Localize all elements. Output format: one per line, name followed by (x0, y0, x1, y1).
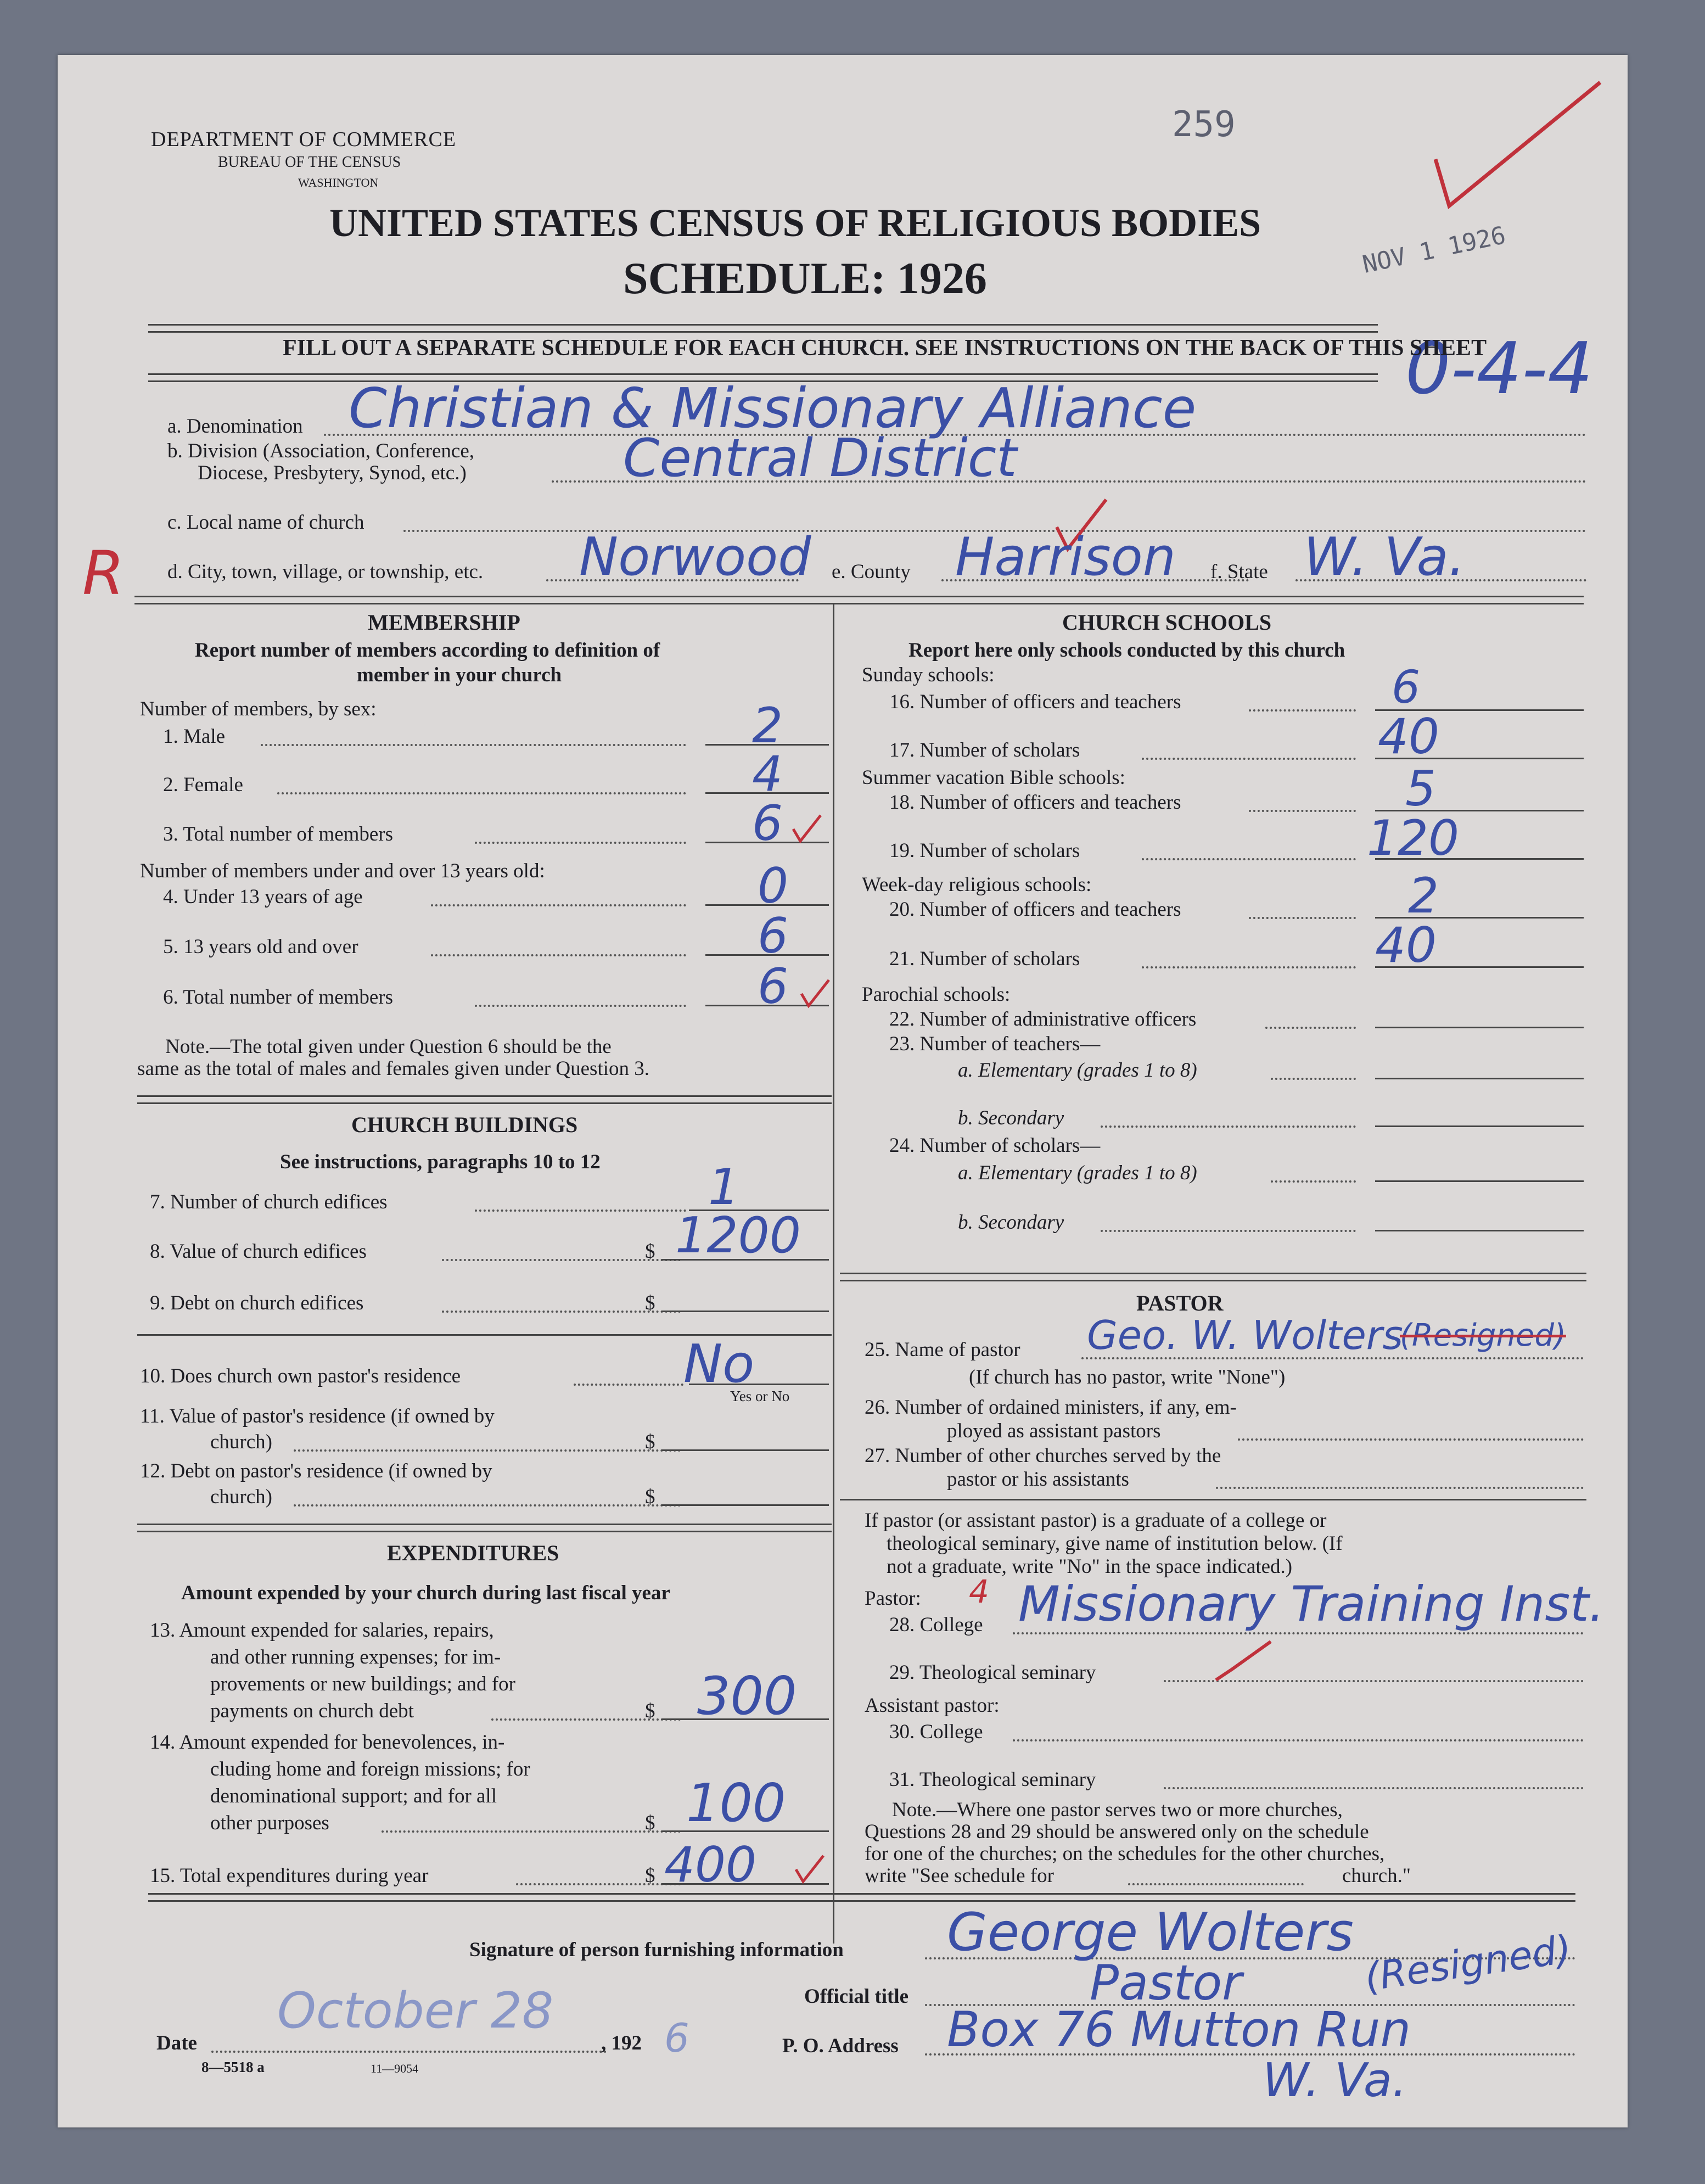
q14-label-3: denominational support; and for all (210, 1785, 497, 1807)
q2-female-value[interactable]: 4 (752, 746, 783, 802)
membership-sub-1: Report number of members according to definition of (195, 639, 660, 662)
q27-label-1: 27. Number of other churches served by the (865, 1444, 1221, 1467)
local-name-label: c. Local name of church (167, 511, 364, 534)
date-value[interactable]: October 28 (277, 1982, 554, 2040)
county-label: e. County (832, 561, 911, 583)
po-address-label: P. O. Address (782, 2035, 899, 2057)
q14-label-4: other purposes (210, 1812, 329, 1834)
q18-line (1249, 810, 1356, 812)
q15-label: 15. Total expenditures during year (150, 1864, 429, 1887)
q12-answer-line (661, 1504, 829, 1506)
q15-dollar: $ (645, 1864, 655, 1887)
division-label-2: Diocese, Presbytery, Synod, etc.) (198, 462, 467, 484)
q5-line (431, 954, 686, 956)
q6-line (475, 1005, 686, 1007)
q13-value[interactable]: 300 (697, 1666, 797, 1727)
pastor-note-3: for one of the churches; on the schedules for the other churches, (865, 1843, 1385, 1865)
q23a-answer-line (1375, 1078, 1584, 1079)
section-rule (134, 596, 1584, 604)
pastor-note-2: Questions 28 and 29 should be answered only on the schedule (865, 1821, 1369, 1843)
pastor-note-5: church." (1342, 1864, 1411, 1887)
file-number-stamp: 259 (1172, 104, 1236, 145)
q11-dollar: $ (645, 1431, 655, 1453)
code-stamp: 0-4-4 (1405, 327, 1593, 410)
city-value[interactable]: Norwood (579, 527, 811, 587)
q21-line (1142, 966, 1356, 968)
signature-value[interactable]: George Wolters (947, 1902, 1354, 1963)
q12-line (294, 1504, 681, 1507)
q13-label-2: and other running expenses; for im- (210, 1646, 501, 1668)
date-label: Date (156, 2032, 197, 2054)
division-value[interactable]: Central District (623, 428, 1017, 489)
census-schedule-sheet (58, 55, 1628, 2127)
po-address-value-2[interactable]: W. Va. (1263, 2053, 1407, 2108)
official-title-label: Official title (804, 1985, 909, 2008)
q30-line (1013, 1739, 1584, 1741)
by-age-label: Number of members under and over 13 years old: (140, 860, 545, 882)
parochial-schools-label: Parochial schools: (862, 983, 1011, 1006)
q19-label: 19. Number of scholars (889, 839, 1080, 862)
summer-schools-label: Summer vacation Bible schools: (862, 766, 1125, 789)
q28-value[interactable]: Missionary Training Inst. (1018, 1576, 1605, 1632)
official-title-value[interactable]: Pastor (1090, 1955, 1242, 2011)
schools-rule (840, 1273, 1586, 1281)
q28-line (1013, 1632, 1584, 1634)
q3-total-value[interactable]: 6 (752, 795, 783, 852)
q1-line (261, 744, 686, 746)
q18-label: 18. Number of officers and teachers (889, 791, 1181, 814)
check-mark-icon (799, 977, 832, 1010)
bureau-label: BUREAU OF THE CENSUS (218, 154, 401, 171)
q24a-answer-line (1375, 1180, 1584, 1182)
q22-answer-line (1375, 1027, 1584, 1028)
q9-answer-line (661, 1311, 829, 1312)
year-prefix: , 192 (601, 2032, 642, 2054)
q8-value[interactable]: 1200 (675, 1207, 801, 1264)
pastor-label: Pastor: (865, 1587, 921, 1610)
pastor-note-4: write "See schedule for (865, 1864, 1054, 1887)
yes-or-no-hint: Yes or No (730, 1388, 790, 1404)
q23b-line (1101, 1125, 1356, 1128)
q4-under-13-value[interactable]: 0 (758, 858, 788, 914)
q10-line (574, 1384, 683, 1386)
membership-heading: MEMBERSHIP (368, 610, 520, 635)
received-date-stamp: NOV 1 1926 (1360, 221, 1508, 279)
q26-label-2: ployed as assistant pastors (947, 1420, 1161, 1442)
q7-value[interactable]: 1 (708, 1158, 740, 1216)
q25-resigned-note: (Resigned) (1400, 1318, 1566, 1353)
q7-line (475, 1209, 686, 1212)
q4-line (431, 904, 686, 906)
q12-label-1: 12. Debt on pastor's residence (if owned by (140, 1460, 492, 1482)
sunday-schools-label: Sunday schools: (862, 664, 995, 686)
q13-label-3: provements or new buildings; and for (210, 1673, 515, 1695)
q29-label: 29. Theological seminary (889, 1661, 1096, 1684)
q22-line (1265, 1027, 1356, 1029)
pastor-note-line (1128, 1883, 1304, 1885)
state-value[interactable]: W. Va. (1304, 527, 1465, 587)
expenditures-heading: EXPENDITURES (387, 1541, 559, 1565)
q8-dollar: $ (645, 1240, 655, 1263)
q16-value[interactable]: 6 (1392, 662, 1421, 714)
q25-hint: (If church has no pastor, write "None") (969, 1366, 1286, 1388)
q27-line (1216, 1487, 1584, 1489)
division-label-1: b. Division (Association, Conference, (167, 440, 474, 462)
q9-label: 9. Debt on church edifices (150, 1292, 364, 1314)
q4-under-13-label: 4. Under 13 years of age (163, 886, 363, 908)
q15-line (516, 1883, 681, 1885)
q24b-label: b. Secondary (958, 1211, 1064, 1234)
q12-label-2: church) (210, 1486, 272, 1508)
check-mark-icon (793, 1853, 826, 1886)
denomination-value[interactable]: Christian & Missionary Alliance (349, 376, 1197, 440)
q11-line (294, 1449, 681, 1452)
q15-value[interactable]: 400 (664, 1836, 756, 1893)
assistant-pastor-label: Assistant pastor: (865, 1694, 1000, 1717)
column-divider (833, 604, 834, 1944)
graduate-instruction-2: theological seminary, give name of institution below. (If (887, 1532, 1343, 1555)
q23-label: 23. Number of teachers— (889, 1033, 1101, 1055)
q7-label: 7. Number of church edifices (150, 1191, 388, 1213)
q11-label-2: church) (210, 1431, 272, 1453)
schools-sub: Report here only schools conducted by this church (908, 639, 1345, 662)
q5-over-13-label: 5. 13 years old and over (163, 936, 358, 958)
q1-male-label: 1. Male (163, 725, 226, 748)
graduate-instruction-3: not a graduate, write "No" in the space indicated.) (887, 1555, 1293, 1578)
q28-label: 28. College (889, 1614, 983, 1636)
pastor-annotation: 4 (969, 1573, 989, 1610)
q10-label: 10. Does church own pastor's residence (140, 1365, 461, 1387)
q8-label: 8. Value of church edifices (150, 1240, 367, 1263)
membership-rule (137, 1095, 832, 1104)
by-sex-label: Number of members, by sex: (140, 698, 377, 720)
q30-label: 30. College (889, 1721, 983, 1743)
q20-label: 20. Number of officers and teachers (889, 898, 1181, 921)
q14-label-2: cluding home and foreign missions; for (210, 1758, 530, 1780)
q11-label-1: 11. Value of pastor's residence (if owned by (140, 1405, 495, 1427)
city-label: d. City, town, village, or township, etc. (167, 561, 484, 583)
q24a-label: a. Elementary (grades 1 to 8) (958, 1162, 1197, 1184)
q9-dollar: $ (645, 1292, 655, 1314)
pastor-note-1: Note.—Where one pastor serves two or more churches, (892, 1799, 1343, 1821)
form-title: UNITED STATES CENSUS OF RELIGIOUS BODIES (329, 201, 1261, 245)
q26-label-1: 26. Number of ordained ministers, if any, em- (865, 1396, 1237, 1419)
q13-label-4: payments on church debt (210, 1700, 414, 1722)
q26-line (1238, 1438, 1584, 1441)
q22-label: 22. Number of administrative officers (889, 1008, 1197, 1031)
buildings-heading: CHURCH BUILDINGS (351, 1112, 578, 1137)
q20-line (1249, 917, 1356, 919)
q3-line (475, 842, 686, 844)
q18-value[interactable]: 5 (1405, 760, 1436, 817)
q17-value[interactable]: 40 (1378, 708, 1439, 765)
expenditures-sub: Amount expended by your church during last fiscal year (181, 1582, 670, 1604)
q31-line (1164, 1787, 1584, 1789)
q21-value[interactable]: 40 (1375, 917, 1437, 973)
check-mark-icon (1210, 1636, 1276, 1691)
membership-note-2: same as the total of males and females given under Question 3. (137, 1057, 649, 1080)
weekday-schools-label: Week-day religious schools: (862, 873, 1092, 896)
q3-total-label: 3. Total number of members (163, 823, 394, 845)
q24-label: 24. Number of scholars— (889, 1134, 1101, 1157)
q2-female-label: 2. Female (163, 774, 243, 796)
q2-line (277, 792, 686, 794)
q11-answer-line (661, 1449, 829, 1451)
city-label: WASHINGTON (298, 176, 379, 189)
q24b-answer-line (1375, 1230, 1584, 1231)
department-label: DEPARTMENT OF COMMERCE (151, 128, 457, 151)
q21-label: 21. Number of scholars (889, 948, 1080, 970)
q20-value[interactable]: 2 (1408, 867, 1439, 924)
footer-rule (148, 1893, 1575, 1902)
q6-total-label: 6. Total number of members (163, 986, 394, 1009)
q25-label: 25. Name of pastor (865, 1339, 1020, 1361)
graduate-instruction-1: If pastor (or assistant pastor) is a graduate of a college or (865, 1509, 1327, 1532)
check-mark-icon (1424, 77, 1606, 242)
pastor-heading: PASTOR (1136, 1291, 1224, 1315)
q24b-line (1101, 1230, 1356, 1232)
official-title-note: (Resigned) (1362, 1927, 1574, 2000)
q14-dollar: $ (645, 1812, 655, 1834)
schedule-title: SCHEDULE: 1926 (623, 253, 987, 303)
instruction-line: FILL OUT A SEPARATE SCHEDULE FOR EACH CHURCH. SEE INSTRUCTIONS ON THE BACK OF THIS SHEET (283, 335, 1487, 361)
buildings-sub: See instructions, paragraphs 10 to 12 (280, 1151, 601, 1173)
denomination-label: a. Denomination (167, 415, 303, 438)
county-value[interactable]: Harrison (955, 527, 1176, 587)
margin-mark: R (82, 538, 125, 608)
q13-dollar: $ (645, 1700, 655, 1722)
po-address-value[interactable]: Box 76 Mutton Run (947, 2001, 1411, 2058)
form-number: 8—5518 a (201, 2059, 265, 2075)
q16-line (1249, 709, 1356, 712)
q6-total-value[interactable]: 6 (758, 958, 788, 1015)
q16-label: 16. Number of officers and teachers (889, 691, 1181, 713)
q14-line (382, 1830, 681, 1833)
q10-value[interactable]: No (683, 1334, 755, 1395)
q25-value[interactable]: Geo. W. Wolters (1087, 1312, 1403, 1358)
q23a-label: a. Elementary (grades 1 to 8) (958, 1059, 1197, 1082)
q31-label: 31. Theological seminary (889, 1768, 1096, 1791)
q5-over-13-value[interactable]: 6 (758, 908, 788, 964)
membership-note-1: Note.—The total given under Question 6 should be the (165, 1035, 612, 1058)
q23a-line (1271, 1078, 1356, 1080)
state-label: f. State (1210, 561, 1268, 583)
print-number: 11—9054 (371, 2062, 419, 2075)
buildings-rule-bottom (137, 1524, 832, 1532)
q17-line (1142, 758, 1356, 760)
q17-label: 17. Number of scholars (889, 739, 1080, 761)
q14-label-1: 14. Amount expended for benevolences, in- (150, 1731, 505, 1754)
q24a-line (1271, 1180, 1356, 1183)
schools-heading: CHURCH SCHOOLS (1062, 610, 1272, 635)
q23b-answer-line (1375, 1125, 1584, 1127)
q23b-label: b. Secondary (958, 1107, 1064, 1129)
membership-sub-2: member in your church (357, 664, 562, 686)
pastor-rule (840, 1499, 1586, 1500)
q27-label-2: pastor or his assistants (947, 1468, 1129, 1491)
check-mark-icon (790, 813, 823, 845)
q19-line (1142, 858, 1356, 860)
q14-value[interactable]: 100 (686, 1773, 786, 1834)
signature-label: Signature of person furnishing information (469, 1939, 844, 1961)
header-rule-top (148, 324, 1378, 333)
date-line (211, 2051, 607, 2053)
q1-male-value[interactable]: 2 (752, 697, 783, 754)
q13-label-1: 13. Amount expended for salaries, repairs, (150, 1619, 494, 1642)
year-value[interactable]: 6 (664, 2015, 689, 2061)
q12-dollar: $ (645, 1486, 655, 1508)
q19-value[interactable]: 120 (1367, 810, 1459, 866)
